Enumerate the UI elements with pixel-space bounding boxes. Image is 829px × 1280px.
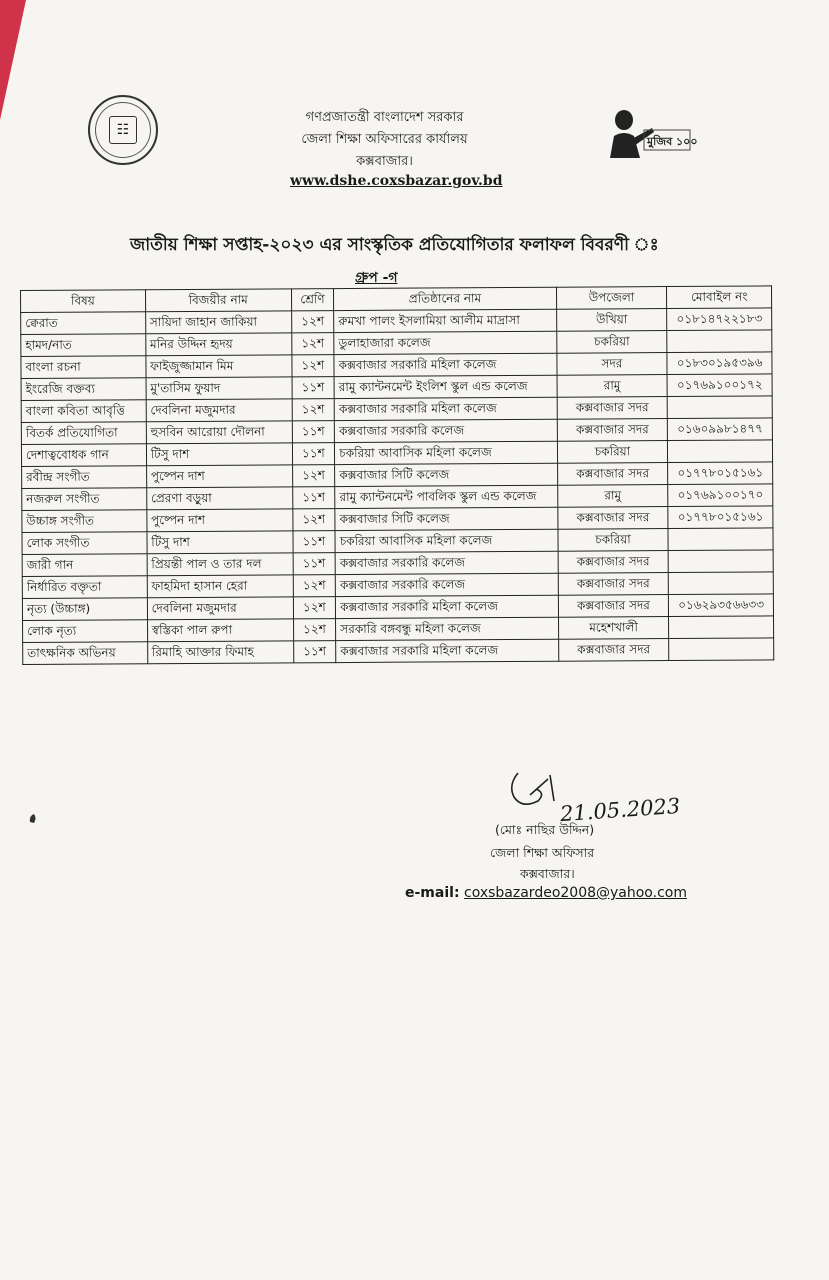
header-winner: বিজয়ীর নাম bbox=[145, 289, 291, 312]
cell-upazila: কক্সবাজার সদর bbox=[558, 639, 669, 662]
header-class: শ্রেণি bbox=[291, 289, 334, 311]
officer-name: (মোঃ নাছির উদ্দিন) bbox=[495, 822, 595, 837]
cell-upazila: কক্সবাজার সদর bbox=[557, 463, 668, 486]
officer-designation: জেলা শিক্ষা অফিসার bbox=[490, 845, 595, 860]
cell-class: ১১শ bbox=[293, 553, 336, 575]
cell-class: ১১শ bbox=[293, 531, 336, 553]
cell-institution: চকরিয়া আবাসিক মহিলা কলেজ bbox=[335, 529, 558, 552]
cell-mobile: ০১৭৭৮০১৫১৬১ bbox=[668, 506, 773, 529]
cell-institution: রুমখা পালং ইসলামিয়া আলীম মাদ্রাসা bbox=[334, 309, 557, 332]
cell-institution: রামু ক্যান্টনমেন্ট ইংলিশ স্কুল এন্ড কলেজ bbox=[334, 375, 557, 398]
cell-winner: পুষ্পেন দাশ bbox=[146, 465, 292, 488]
cell-class: ১২শ bbox=[292, 509, 335, 531]
cell-upazila: কক্সবাজার সদর bbox=[557, 419, 668, 442]
cell-class: ১১শ bbox=[292, 487, 335, 509]
cell-institution: কক্সবাজার সরকারি মহিলা কলেজ bbox=[334, 353, 557, 376]
ink-mark-icon bbox=[28, 812, 38, 824]
cell-subject: হামদ/নাত bbox=[21, 334, 146, 357]
cell-mobile bbox=[669, 616, 774, 639]
cell-upazila: কক্সবাজার সদর bbox=[557, 397, 668, 420]
cell-winner: দেবলিনা মজুমদার bbox=[146, 399, 292, 422]
email-link[interactable]: coxsbazardeo2008@yahoo.com bbox=[464, 885, 687, 901]
cell-mobile bbox=[669, 638, 774, 661]
cell-upazila: চকরিয়া bbox=[557, 441, 668, 464]
header-line-3: কক্সবাজার। bbox=[356, 154, 413, 169]
header-subject: বিষয় bbox=[21, 290, 146, 313]
cell-upazila: কক্সবাজার সদর bbox=[558, 573, 669, 596]
website-link[interactable]: www.dshe.coxsbazar.gov.bd bbox=[290, 173, 503, 189]
red-corner-decoration bbox=[0, 0, 26, 120]
cell-subject: নৃত্য (উচ্চাঙ্গ) bbox=[22, 598, 147, 621]
officer-location: কক্সবাজার। bbox=[520, 866, 575, 881]
cell-subject: লোক নৃত্য bbox=[23, 620, 148, 643]
cell-institution: কক্সবাজার সিটি কলেজ bbox=[335, 463, 558, 486]
signature-date: 21.05.2023 bbox=[559, 793, 681, 827]
cell-class: ১১শ bbox=[292, 443, 335, 465]
cell-institution: কক্সবাজার সরকারি কলেজ bbox=[334, 419, 557, 442]
cell-winner: প্রিয়ন্তী পাল ও তার দল bbox=[147, 553, 293, 576]
cell-mobile bbox=[668, 440, 773, 463]
cell-class: ১২শ bbox=[293, 619, 336, 641]
cell-mobile: ০১৬২৯৩৫৬৬৩৩ bbox=[669, 594, 774, 617]
cell-institution: কক্সবাজার সরকারি মহিলা কলেজ bbox=[336, 595, 559, 618]
header-mobile: মোবাইল নং bbox=[667, 286, 772, 309]
cell-mobile: ০১৭৬৯১০০১৭২ bbox=[667, 374, 772, 397]
cell-class: ১২শ bbox=[293, 597, 336, 619]
cell-class: ১২শ bbox=[293, 575, 336, 597]
cell-winner: মু'তাসিম ফুয়াদ bbox=[146, 377, 292, 400]
cell-class: ১২শ bbox=[291, 311, 334, 333]
cell-mobile bbox=[668, 550, 773, 573]
cell-subject: লোক সংগীত bbox=[22, 532, 147, 555]
cell-mobile bbox=[668, 396, 773, 419]
cell-institution: সরকারি বঙ্গবন্ধু মহিলা কলেজ bbox=[336, 617, 559, 640]
cell-institution: কক্সবাজার সরকারি কলেজ bbox=[335, 551, 558, 574]
cell-upazila: চকরিয়া bbox=[558, 529, 669, 552]
cell-subject: দেশাত্ববোধক গান bbox=[21, 444, 146, 467]
cell-winner: পুষ্পেন দাশ bbox=[147, 509, 293, 532]
cell-institution: চকরিয়া আবাসিক মহিলা কলেজ bbox=[335, 441, 558, 464]
cell-mobile: ০১৬০৯৯৮১৪৭৭ bbox=[668, 418, 773, 441]
cell-subject: ক্বেরাত bbox=[21, 312, 146, 335]
group-label: গ্রুপ -গ bbox=[355, 270, 398, 286]
results-table bbox=[20, 285, 774, 665]
cell-mobile: ০১৭৬৯১০০১৭০ bbox=[668, 484, 773, 507]
portrait-caption: মুজিব ১০০ bbox=[647, 135, 698, 148]
cell-winner: স্বস্তিকা পাল রুপা bbox=[147, 619, 293, 642]
cell-winner: প্রেরণা বড়ুয়া bbox=[146, 487, 292, 510]
cell-subject: বাংলা কবিতা আবৃত্তি bbox=[21, 400, 146, 423]
cell-winner: ফাইজুজ্জামান মিম bbox=[146, 355, 292, 378]
cell-winner: টিসু দাশ bbox=[147, 531, 293, 554]
cell-class: ১১শ bbox=[293, 641, 336, 663]
cell-institution: কক্সবাজার সরকারি মহিলা কলেজ bbox=[334, 397, 557, 420]
cell-institution: কক্সবাজার সরকারি কলেজ bbox=[335, 573, 558, 596]
table-row bbox=[23, 638, 774, 665]
cell-class: ১১শ bbox=[292, 421, 335, 443]
header-line-2: জেলা শিক্ষা অফিসারের কার্যালয় bbox=[301, 132, 468, 147]
cell-subject: জারী গান bbox=[22, 554, 147, 577]
cell-institution: কক্সবাজার সরকারি মহিলা কলেজ bbox=[336, 639, 559, 662]
book-icon: ☷ bbox=[109, 116, 137, 144]
cell-upazila: উখিয়া bbox=[556, 309, 667, 332]
cell-mobile: ০১৭৭৮০১৫১৬১ bbox=[668, 462, 773, 485]
email-line bbox=[405, 885, 687, 901]
cell-mobile: ০১৮৩০১৯৫৩৯৬ bbox=[667, 352, 772, 375]
cell-subject: নজরুল সংগীত bbox=[22, 488, 147, 511]
cell-subject: বাংলা রচনা bbox=[21, 356, 146, 379]
cell-mobile bbox=[668, 528, 773, 551]
cell-winner: রিমাহি আক্তার ফিমাহ bbox=[147, 641, 293, 664]
cell-class: ১২শ bbox=[292, 399, 335, 421]
cell-class: ১১শ bbox=[292, 377, 335, 399]
cell-winner: ফাহমিদা হাসান হেরা bbox=[147, 575, 293, 598]
cell-upazila: মহেশখালী bbox=[558, 617, 669, 640]
cell-subject: উচ্চাঙ্গ সংগীত bbox=[22, 510, 147, 533]
cell-subject: নির্ধারিত বক্তৃতা bbox=[22, 576, 147, 599]
cell-institution: ডুলাহাজারা কলেজ bbox=[334, 331, 557, 354]
cell-upazila: রামু bbox=[557, 485, 668, 508]
cell-subject: তাৎক্ষনিক অভিনয় bbox=[23, 642, 148, 665]
cell-institution: কক্সবাজার সিটি কলেজ bbox=[335, 507, 558, 530]
cell-mobile bbox=[667, 330, 772, 353]
cell-winner: মনির উদ্দিন হৃদয় bbox=[145, 333, 291, 356]
cell-winner: টিসু দাশ bbox=[146, 443, 292, 466]
cell-winner: দেবলিনা মজুমদার bbox=[147, 597, 293, 620]
cell-mobile: ০১৮১৪৭২২১৮৩ bbox=[667, 308, 772, 331]
cell-upazila: কক্সবাজার সদর bbox=[558, 551, 669, 574]
cell-mobile bbox=[669, 572, 774, 595]
cell-upazila: চকরিয়া bbox=[556, 331, 667, 354]
cell-subject: ইংরেজি বক্তব্য bbox=[21, 378, 146, 401]
cell-class: ১২শ bbox=[292, 465, 335, 487]
cell-institution: রামু ক্যান্টনমেন্ট পাবলিক স্কুল এন্ড কলেজ bbox=[335, 485, 558, 508]
cell-winner: সায়িদা জাহান জাকিয়া bbox=[145, 311, 291, 334]
header-line-1: গণপ্রজাতন্ত্রী বাংলাদেশ সরকার bbox=[305, 110, 464, 125]
header-institution: প্রতিষ্ঠানের নাম bbox=[334, 287, 557, 310]
cell-class: ১২শ bbox=[291, 333, 334, 355]
cell-subject: বিতর্ক প্রতিযোগিতা bbox=[21, 422, 146, 445]
document-title: জাতীয় শিক্ষা সপ্তাহ-২০২৩ এর সাংস্কৃতিক প্রতিযোগিতার ফলাফল বিবরণী ঃ bbox=[130, 235, 659, 255]
email-label: e-mail: bbox=[405, 885, 460, 901]
header-upazila: উপজেলা bbox=[556, 287, 667, 310]
cell-upazila: কক্সবাজার সদর bbox=[558, 595, 669, 618]
cell-upazila: সদর bbox=[556, 353, 667, 376]
cell-upazila: রামু bbox=[557, 375, 668, 398]
cell-subject: রবীন্দ্র সংগীত bbox=[22, 466, 147, 489]
cell-winner: হুসবিন আরোয়া দৌলনা bbox=[146, 421, 292, 444]
cell-upazila: কক্সবাজার সদর bbox=[557, 507, 668, 530]
cell-class: ১২শ bbox=[291, 355, 334, 377]
